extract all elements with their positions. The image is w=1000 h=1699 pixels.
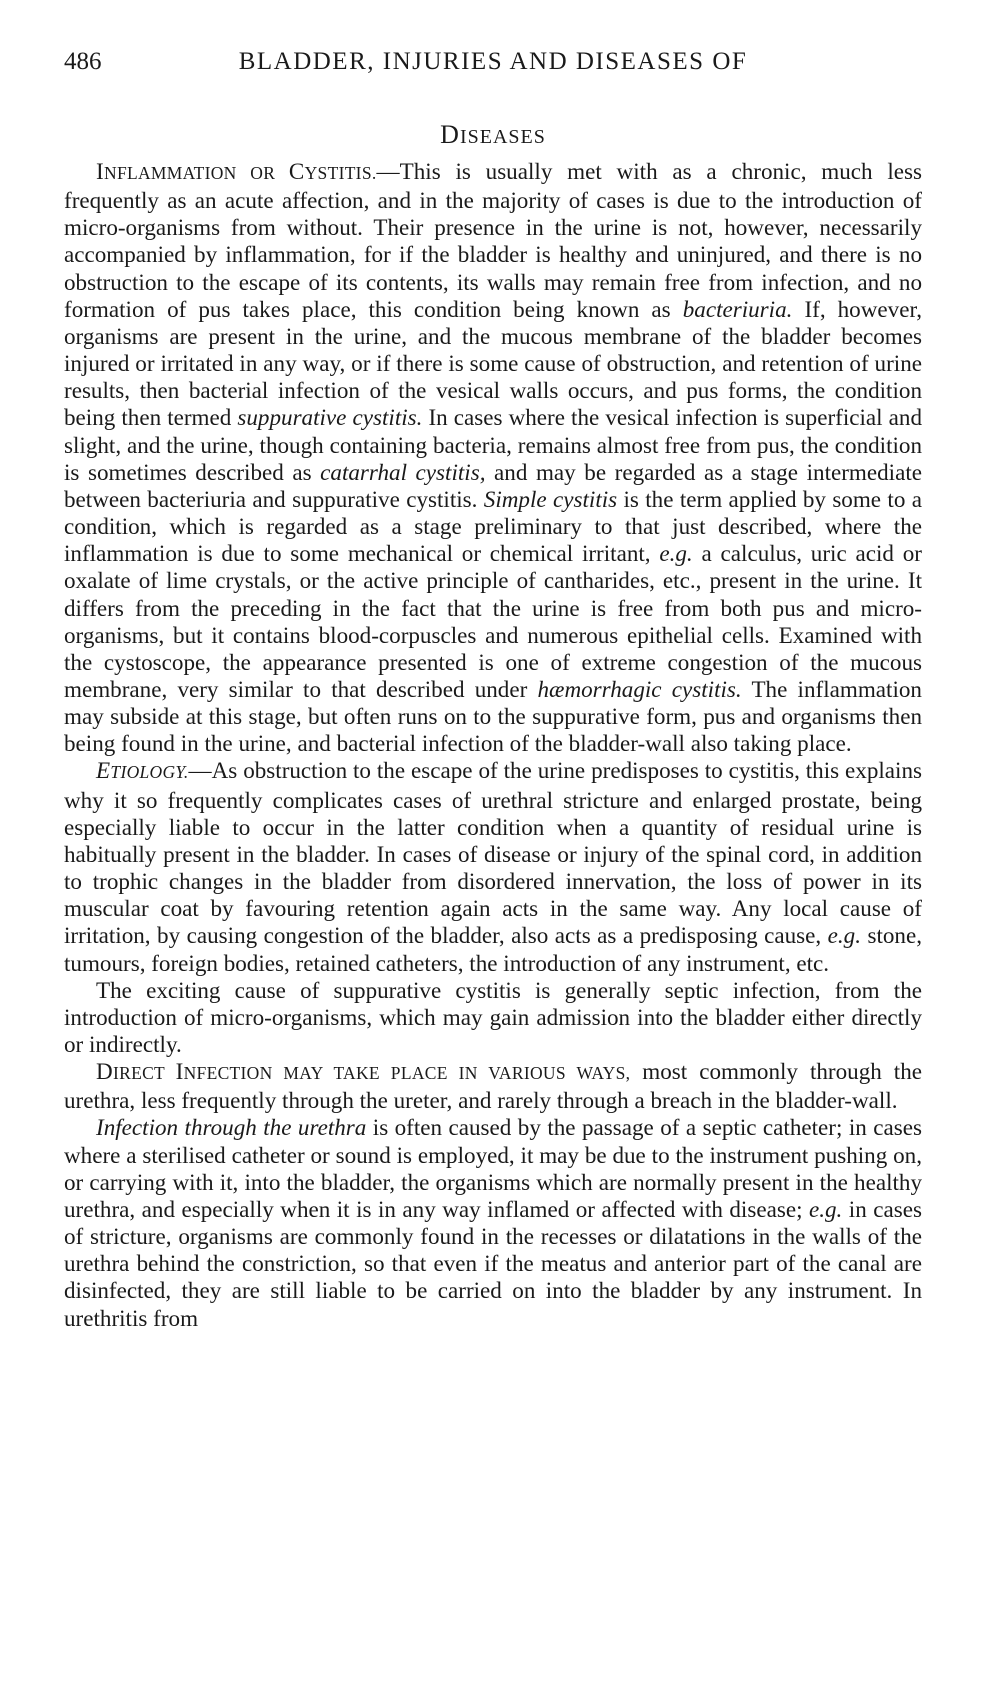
small-cap-initial: I <box>96 158 104 184</box>
text-run: is the term applied by some to a condition, which is regarded as a stage preliminary to that just described, where the inflammation is due to some mechanical or chemical irritant, <box>64 485 922 567</box>
body-text <box>64 158 922 1332</box>
text-run: The exciting cause of suppurative cystitis is generally septic infection, from the introduction of micro-organisms, which may gain admission into the bladder either directly or indirectly. <box>64 976 922 1057</box>
text-run: The inflammation may subside at this stage, but often runs on to the suppurative form, pus and organisms then being found in the urine, and bacterial infection of the bladder-wall also taking place. <box>64 675 922 757</box>
italic-term: hæmorrhagic cystitis. <box>537 675 742 702</box>
small-cap-text: TIOLOGY. <box>110 762 189 783</box>
italic-term: e.g. <box>659 540 693 567</box>
running-head <box>64 48 922 88</box>
paragraph-inflammation <box>64 158 922 757</box>
running-title: BLADDER, INJURIES AND DISEASES OF <box>238 48 748 75</box>
paragraph-urethral-infection <box>64 1114 922 1331</box>
small-cap-initial: C <box>288 158 305 184</box>
text-run: —This is usually met with as a chronic, much less frequently as an acute affection, and in the majority of cases is due to the introduction of micro-organisms from without. Their presence in the urine is not, however, necessarily accompanied by inflammation, for if the bladder is healthy and uninjured, and there is no obstruction to the escape of its contents, its walls may remain free from infection, and no formation of pus takes place, this condition being known as <box>64 158 922 322</box>
text-run: is often caused by the passage of a septic catheter; in cases where a sterilised catheter or sound is employed, it may be due to the instrument pushing on, or carrying with it, into the bladder, the organisms which are normally present in the healthy urethra, and especially when it is in any way inflamed or affected with disease; <box>64 1114 922 1222</box>
page-number: 486 <box>64 48 102 75</box>
text-run: a calculus, uric acid or oxalate of lime crystals, or the active principle of cantharides, etc., present in the urine. It differs from the preceding in the fact that the urine is free from both pus and micro-organisms, but it contains blood-corpuscles and numerous epithelial cells. Examined with the cystoscope, the appearance presented is one of extreme congestion of the mucous membrane, very similar to that described under <box>64 540 922 702</box>
text-run: If, however, organisms are present in the urine, and the mucous membrane of the bladder becomes injured or irritated in any way, or if there is some cause of obstruction, and retention of urine results, then bacterial infection of the vesical walls occurs, and pus forms, the condition being then termed <box>64 295 922 431</box>
small-cap-initial: D <box>96 1058 113 1085</box>
paragraph-exciting-cause <box>64 977 922 1058</box>
small-cap-text: NFLAMMATION OR <box>104 163 289 183</box>
italic-term: suppurative cystitis. <box>237 404 423 431</box>
text-run: most commonly through the urethra, less frequently through the ureter, and rarely through a breach in the bladder-wall. <box>64 1058 922 1114</box>
section-heading-rest: ISEASES <box>459 126 546 148</box>
small-cap-initial: E <box>96 757 111 784</box>
italic-term: bacteriuria. <box>682 295 793 322</box>
italic-term: catarrhal cystitis, <box>320 458 486 485</box>
run-in-heading-etiology <box>96 757 189 784</box>
section-heading <box>64 120 922 150</box>
italic-term: Infection through the urethra <box>96 1114 367 1141</box>
small-cap-initial: I <box>175 1058 184 1085</box>
text-run: In cases where the vesical infection is superficial and slight, and the urine, though containing bacteria, remains almost free from pus, the condition is sometimes described as <box>64 404 922 485</box>
small-cap-text: YSTITIS. <box>304 163 377 183</box>
paragraph-direct-infection <box>64 1058 922 1114</box>
run-in-heading-direct-infection <box>96 1058 631 1085</box>
text-run: —As obstruction to the escape of the urine predisposes to cystitis, this explains why it so frequently complicates cases of urethral stricture and enlarged prostate, being especially liable to occur in the latter condition when a quantity of residual urine is habitually present in the bladder. In cases of disease or injury of the spinal cord, in addition to trophic changes in the bladder from disordered innervation, the loss of power in its muscular coat by favouring retention again acts in the same way. Any local cause of irritation, by causing congestion of the bladder, also acts as a predisposing cause, <box>64 757 922 949</box>
small-cap-text: IRECT <box>112 1063 176 1084</box>
text-run: in cases of stricture, organisms are commonly found in the recesses or dilatations in the walls of the urethra behind the constriction, so that even if the meatus and anterior part of the canal are disinfected, they are still liable to be carried on into the bladder by any instrument. In urethritis from <box>64 1195 922 1331</box>
italic-term: e.g. <box>827 922 861 949</box>
italic-term: e.g. <box>808 1195 843 1222</box>
italic-term: Simple cystitis <box>483 485 618 512</box>
text-run: stone, tumours, foreign bodies, retained catheters, the introduction of any instrument, etc. <box>64 922 922 976</box>
run-in-heading-inflammation <box>96 158 377 184</box>
section-heading-initial: D <box>440 120 460 149</box>
paragraph-etiology <box>64 757 922 976</box>
small-cap-text: NFECTION MAY TAKE PLACE IN VARIOUS WAYS, <box>183 1063 631 1084</box>
text-run: and may be regarded as a stage intermediate between bacteriuria and suppurative cystitis. <box>64 458 923 512</box>
